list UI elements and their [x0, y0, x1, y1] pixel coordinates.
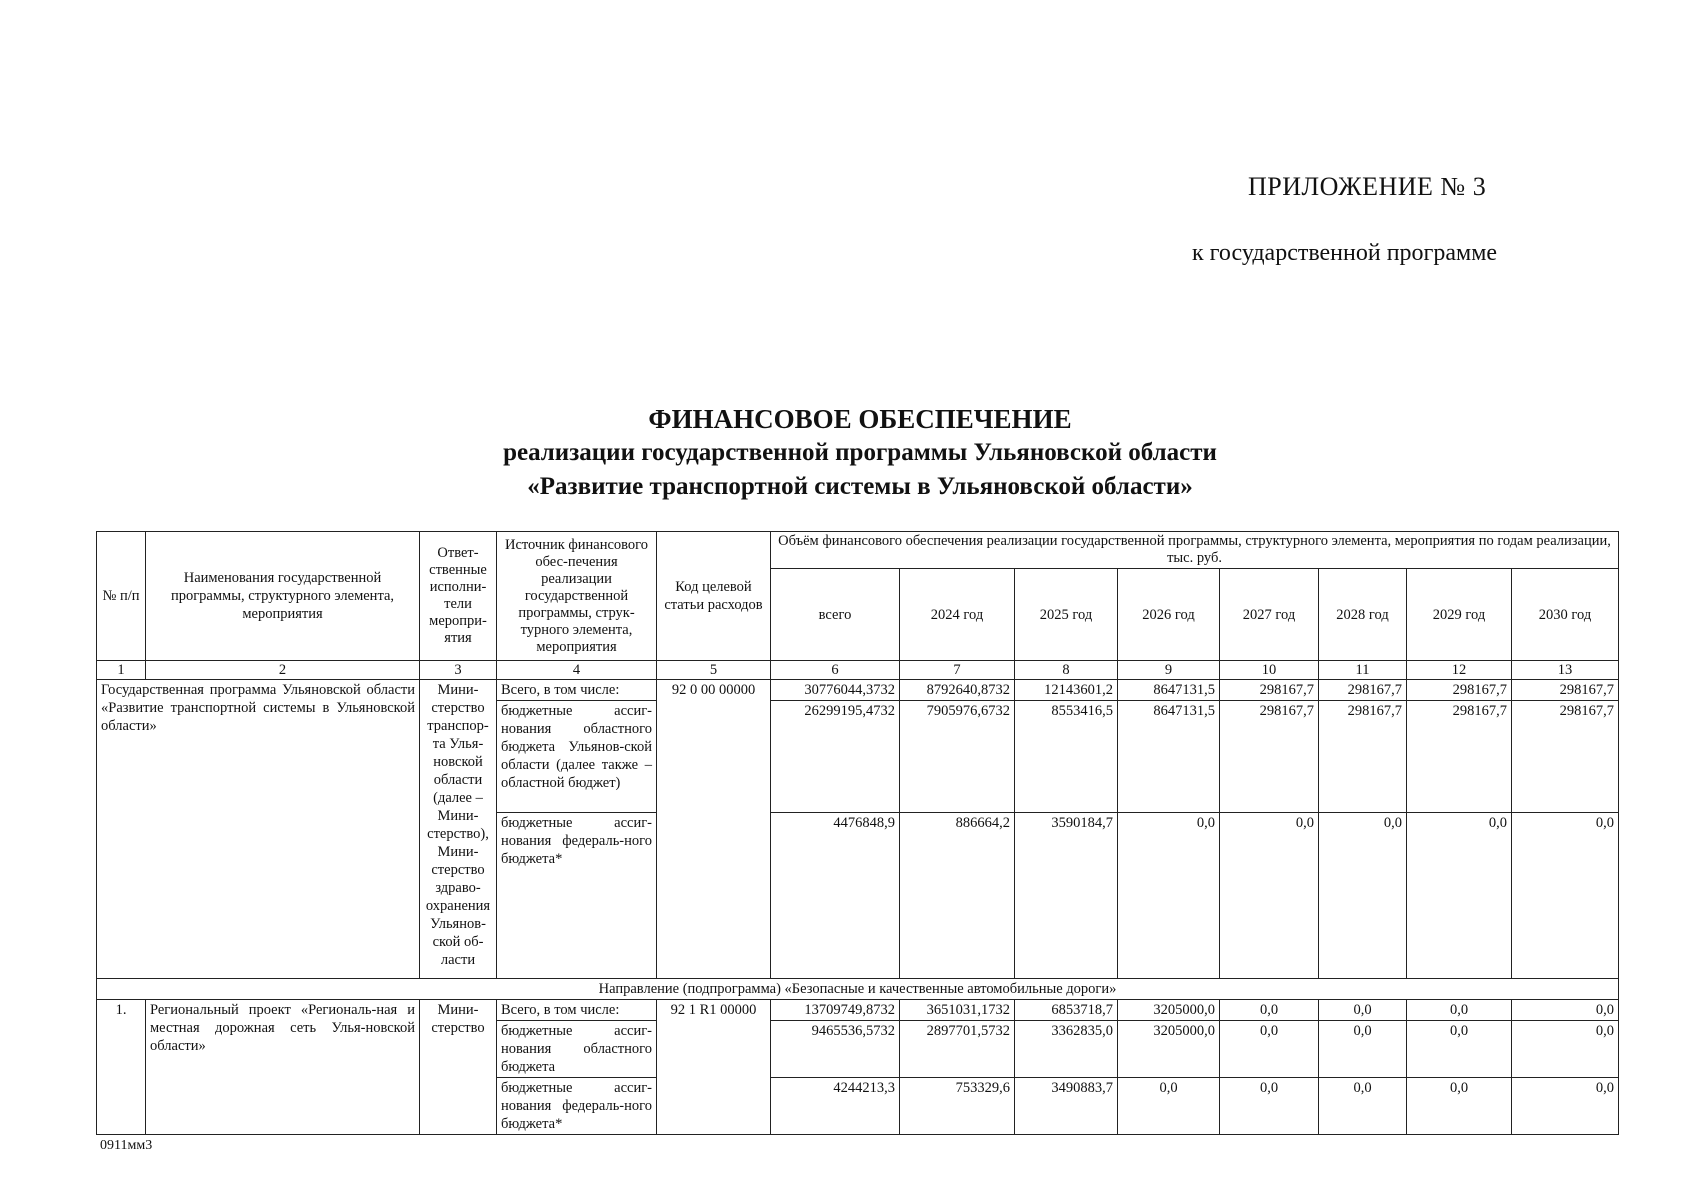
program-row-total [97, 680, 1619, 701]
source-cell: Всего, в том числе: [497, 680, 657, 701]
header-2025: 2025 год [1015, 569, 1118, 661]
header-name: Наименования государственной программы, структурного элемента, мероприятия [146, 532, 420, 661]
column-number: 6 [771, 661, 900, 680]
value-cell: 8647131,5 [1118, 680, 1220, 701]
header-volume: Объём финансового обеспечения реализации государственной программы, структурного элемента, мероприятия по годам реализации, тыс. руб. [771, 532, 1619, 569]
header-source: Источник финансового обес-печения реализации государственной программы, струк-турного элемента, мероприятия [497, 532, 657, 661]
header-2030: 2030 год [1512, 569, 1619, 661]
source-cell: бюджетные ассиг-нования областного бюджета [497, 1021, 657, 1078]
value-cell: 6853718,7 [1015, 1000, 1118, 1021]
source-cell: Всего, в том числе: [497, 1000, 657, 1021]
value-cell: 8792640,8732 [900, 680, 1015, 701]
column-number: 2 [146, 661, 420, 680]
value-cell: 886664,2 [900, 813, 1015, 979]
value-cell: 0,0 [1220, 1021, 1319, 1078]
project-num: 1. [97, 1000, 146, 1135]
value-cell: 0,0 [1319, 1000, 1407, 1021]
source-cell: бюджетные ассиг-нования федераль-ного бюджета* [497, 1078, 657, 1135]
value-cell: 0,0 [1319, 1078, 1407, 1135]
value-cell: 0,0 [1512, 1021, 1619, 1078]
value-cell: 0,0 [1407, 1078, 1512, 1135]
column-number: 9 [1118, 661, 1220, 680]
header-responsible: Ответ-ственные исполни-тели меропри-ятия [420, 532, 497, 661]
value-cell: 0,0 [1407, 1000, 1512, 1021]
value-cell: 3205000,0 [1118, 1021, 1220, 1078]
column-number: 3 [420, 661, 497, 680]
header-total: всего [771, 569, 900, 661]
value-cell: 298167,7 [1220, 701, 1319, 813]
heading-line-1: ФИНАНСОВОЕ ОБЕСПЕЧЕНИЕ [648, 404, 1072, 434]
value-cell: 0,0 [1220, 1000, 1319, 1021]
value-cell: 298167,7 [1319, 701, 1407, 813]
value-cell: 298167,7 [1512, 680, 1619, 701]
program-responsible: Мини-стерство транспор-та Улья-новской области (далее – Мини-стерство), Мини-стерство здраво-охранения Ульянов-ской об-ласти [420, 680, 497, 979]
value-cell: 753329,6 [900, 1078, 1015, 1135]
value-cell: 298167,7 [1319, 680, 1407, 701]
value-cell: 3490883,7 [1015, 1078, 1118, 1135]
financing-table [96, 531, 1619, 1135]
heading-line-2: реализации государственной программы Ульяновской области [503, 439, 1217, 466]
value-cell: 26299195,4732 [771, 701, 900, 813]
value-cell: 3651031,1732 [900, 1000, 1015, 1021]
value-cell: 3205000,0 [1118, 1000, 1220, 1021]
value-cell: 0,0 [1220, 813, 1319, 979]
header-num: № п/п [97, 532, 146, 661]
value-cell: 0,0 [1319, 1021, 1407, 1078]
document-heading [0, 402, 1698, 504]
column-number: 4 [497, 661, 657, 680]
source-cell: бюджетные ассиг-нования областного бюджета Ульянов-ской области (далее также – областной бюджет) [497, 701, 657, 813]
value-cell: 4244213,3 [771, 1078, 900, 1135]
value-cell: 0,0 [1512, 1000, 1619, 1021]
column-number: 7 [900, 661, 1015, 680]
project-responsible: Мини-стерство [420, 1000, 497, 1135]
value-cell: 12143601,2 [1015, 680, 1118, 701]
value-cell: 298167,7 [1407, 680, 1512, 701]
header-code: Код целевой статьи расходов [657, 532, 771, 661]
column-number: 12 [1407, 661, 1512, 680]
header-row-1 [97, 532, 1619, 569]
project-name: Региональный проект «Региональ-ная и местная дорожная сеть Улья-новской области» [146, 1000, 420, 1135]
program-name: Государственная программа Ульяновской области «Развитие транспортной системы в Ульяновской области» [97, 680, 420, 979]
column-number: 8 [1015, 661, 1118, 680]
column-number: 11 [1319, 661, 1407, 680]
value-cell: 30776044,3732 [771, 680, 900, 701]
header-2026: 2026 год [1118, 569, 1220, 661]
value-cell: 0,0 [1319, 813, 1407, 979]
project-row-total [97, 1000, 1619, 1021]
value-cell: 4476848,9 [771, 813, 900, 979]
header-2029: 2029 год [1407, 569, 1512, 661]
value-cell: 9465536,5732 [771, 1021, 900, 1078]
value-cell: 0,0 [1220, 1078, 1319, 1135]
header-2024: 2024 год [900, 569, 1015, 661]
header-2027: 2027 год [1220, 569, 1319, 661]
value-cell: 2897701,5732 [900, 1021, 1015, 1078]
appendix-title: ПРИЛОЖЕНИЕ № 3 [1248, 172, 1487, 201]
column-number: 5 [657, 661, 771, 680]
heading-line-3: «Развитие транспортной системы в Ульяновской области» [527, 473, 1193, 500]
appendix-subtitle: к государственной программе [1192, 240, 1498, 266]
project-code: 92 1 R1 00000 [657, 1000, 771, 1135]
header-2028: 2028 год [1319, 569, 1407, 661]
value-cell: 3362835,0 [1015, 1021, 1118, 1078]
program-code: 92 0 00 00000 [657, 680, 771, 979]
column-number: 10 [1220, 661, 1319, 680]
value-cell: 0,0 [1407, 1021, 1512, 1078]
value-cell: 298167,7 [1512, 701, 1619, 813]
value-cell: 298167,7 [1407, 701, 1512, 813]
document-code: 0911мм3 [100, 1138, 153, 1153]
value-cell: 3590184,7 [1015, 813, 1118, 979]
column-number: 13 [1512, 661, 1619, 680]
value-cell: 8647131,5 [1118, 701, 1220, 813]
source-cell: бюджетные ассиг-нования федераль-ного бюджета* [497, 813, 657, 979]
value-cell: 298167,7 [1220, 680, 1319, 701]
section-title: Направление (подпрограмма) «Безопасные и качественные автомобильные дороги» [97, 979, 1619, 1000]
value-cell: 0,0 [1512, 1078, 1619, 1135]
column-number: 1 [97, 661, 146, 680]
column-number-row [97, 661, 1619, 680]
value-cell: 13709749,8732 [771, 1000, 900, 1021]
value-cell: 8553416,5 [1015, 701, 1118, 813]
value-cell: 0,0 [1407, 813, 1512, 979]
value-cell: 0,0 [1118, 813, 1220, 979]
value-cell: 7905976,6732 [900, 701, 1015, 813]
section-row [97, 979, 1619, 1000]
value-cell: 0,0 [1512, 813, 1619, 979]
value-cell: 0,0 [1118, 1078, 1220, 1135]
